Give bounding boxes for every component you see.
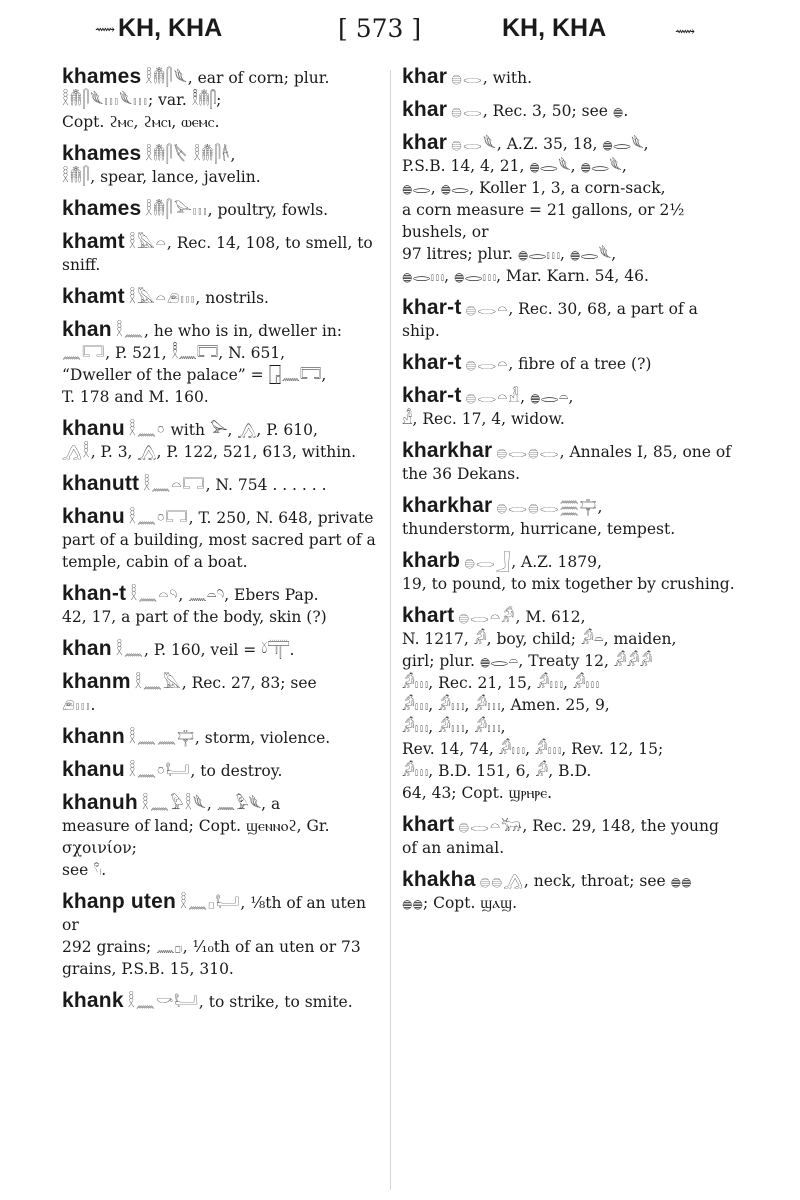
entry-definition: , he who is in, dweller in: <box>144 322 343 340</box>
entry-definition: , M. 612, <box>515 608 586 626</box>
entry-definition: , P. 3, 𓂻, P. 122, 521, 613, within. <box>90 443 357 461</box>
entry-headword: khakha <box>402 868 476 891</box>
entry-definition: “Dweller of the palace” = 𓉗𓈖𓉐, <box>62 366 327 384</box>
hieroglyph-group: 𓐍𓂋𓏏 <box>465 354 509 373</box>
dictionary-entry <box>402 297 736 342</box>
dictionary-entry <box>402 99 736 122</box>
entry-definition: 42, 17, a part of the body, skin (?) <box>62 608 327 626</box>
entry-headword: khar <box>402 131 448 154</box>
hieroglyph-group: 𓐍𓂋𓏏𓀔 <box>458 607 516 626</box>
hieroglyph-group: 𓎛𓈖𓏌 <box>128 420 166 439</box>
hieroglyph-group: 𓎛𓅓𓏏 <box>128 233 167 252</box>
entry-definition: , P. 160, veil = 𓍱𓋳. <box>144 641 295 659</box>
entry-first-line <box>62 506 378 529</box>
entry-continuation <box>402 760 736 782</box>
entry-first-line <box>402 869 736 892</box>
entry-headword: khanuh <box>62 791 138 814</box>
entry-definition: , Annales I, 85, one of the 36 Dekans. <box>402 443 731 483</box>
entry-definition: ; var. 𓎛𓄟𓋴; <box>147 91 222 109</box>
dictionary-entry <box>62 726 378 749</box>
hieroglyph-group: 𓐍𓐍𓂻 <box>479 871 524 890</box>
entry-headword: kharkhar <box>402 439 493 462</box>
entry-definition: 𓁐, Rec. 17, 4, widow. <box>402 410 565 428</box>
entry-first-line <box>62 891 378 936</box>
entry-definition: see 𓍢𓏺. <box>62 861 107 879</box>
entry-continuation <box>62 936 378 980</box>
dictionary-entry <box>62 583 378 628</box>
entry-headword: khanm <box>62 670 131 693</box>
dictionary-entry <box>62 506 378 573</box>
entry-continuation <box>402 694 736 716</box>
entry-definition: , Rec. 3, 50; see 𓐍. <box>482 102 629 120</box>
column-divider <box>390 70 391 1190</box>
entry-definition: , Rec. 14, 108, to smell, to sniff. <box>62 234 373 274</box>
entry-definition: , T. 250, N. 648, private <box>188 509 374 527</box>
entry-continuation <box>402 650 736 672</box>
dictionary-entry <box>402 132 736 287</box>
entry-definition: , to strike, to smite. <box>198 993 353 1011</box>
entry-first-line <box>62 792 378 815</box>
hieroglyph-group: 𓎛𓄟𓋴𓅪𓏥 <box>145 200 208 219</box>
entry-continuation <box>62 386 378 408</box>
entry-headword: khar <box>402 65 448 88</box>
entry-definition: , P. 521, 𓎛𓈖𓉐, N. 651, <box>105 344 286 362</box>
entry-continuation <box>402 716 736 738</box>
dictionary-entry <box>402 440 736 485</box>
entry-headword: khan <box>62 318 112 341</box>
entry-definition: , <box>230 146 236 164</box>
entry-first-line <box>62 66 378 89</box>
entry-headword: khanutt <box>62 472 140 495</box>
entry-first-line <box>62 286 378 309</box>
entry-continuation <box>62 859 378 881</box>
entry-headword: khart <box>402 813 455 836</box>
dictionary-entry <box>62 671 378 716</box>
entry-definition: thunderstorm, hurricane, tempest. <box>402 520 676 538</box>
entry-first-line <box>62 990 378 1013</box>
entry-first-line <box>62 726 378 749</box>
entry-definition: , nostrils. <box>195 289 269 307</box>
entry-definition: , neck, throat; see 𓐍𓐍 <box>523 872 692 890</box>
hieroglyph-group: 𓎛𓈖𓅓 <box>134 673 182 692</box>
entry-continuation <box>62 111 378 133</box>
entry-definition: , A.Z. 1879, <box>511 553 602 571</box>
hieroglyph-group: 𓎛𓈖𓈖𓊡 <box>128 728 195 747</box>
entry-continuation <box>62 694 378 716</box>
entry-headword: khart <box>402 604 455 627</box>
entry-continuation <box>402 265 736 287</box>
hieroglyph-group: 𓈖𓉐 <box>62 343 106 362</box>
entry-first-line <box>402 66 736 89</box>
entry-continuation <box>62 166 378 188</box>
entry-first-line <box>402 352 736 375</box>
entry-headword: khamt <box>62 285 125 308</box>
entry-continuation <box>62 529 378 573</box>
entry-definition: , Rec. 30, 68, a part of a ship. <box>402 300 698 340</box>
entry-continuation <box>402 672 736 694</box>
hieroglyph-group: 𓎛𓈖𓏏𓉐 <box>143 475 206 494</box>
dictionary-entry <box>62 891 378 980</box>
dictionary-entry <box>402 550 736 595</box>
entry-definition: part of a building, most sacred part of a temple, cabin of a boat. <box>62 531 376 571</box>
entry-headword: khanu <box>62 758 125 781</box>
entry-definition: , ear of corn; plur. <box>187 69 330 87</box>
running-head-left: KH, KHA <box>118 14 223 42</box>
entry-first-line <box>402 385 736 408</box>
hieroglyph-group: 𓐍𓂋𓏏 <box>465 299 509 318</box>
entry-first-line <box>402 99 736 122</box>
entry-first-line <box>62 583 378 606</box>
hieroglyph-group: 𓐍𓂋𓏏𓁐 <box>465 387 521 406</box>
hieroglyph-group: 𓎛𓄟𓋴𓆰𓏥𓆰𓏥 <box>62 90 148 109</box>
dictionary-entry <box>402 605 736 804</box>
entry-headword: khan <box>62 637 112 660</box>
entry-first-line <box>62 671 378 694</box>
entry-first-line <box>62 143 378 166</box>
dictionary-entry <box>62 792 378 881</box>
dictionary-entry <box>62 473 378 496</box>
left-column <box>62 66 378 1023</box>
entry-continuation <box>62 342 378 364</box>
entry-headword: khank <box>62 989 124 1012</box>
entry-definition: 𓀔𓏥, 𓀔𓏥, 𓀔𓏥, Amen. 25, 9, <box>402 696 610 714</box>
dictionary-entry <box>402 66 736 89</box>
entry-definition: , poultry, fowls. <box>207 201 329 219</box>
entry-definition: 19, to pound, to mix together by crushing. <box>402 575 735 593</box>
entry-headword: kharb <box>402 549 461 572</box>
entry-definition: 292 grains; 𓈖𓊪𓏺, ¹⁄₁₀th of an uten or 73 grains, P.S.B. 15, 310. <box>62 938 361 978</box>
entry-definition: , N. 754 . . . . . . <box>205 476 327 494</box>
dictionary-entry <box>402 495 736 540</box>
entry-headword: khann <box>62 725 125 748</box>
entry-definition: , <box>597 498 603 516</box>
hieroglyph-group: 𓎛𓈖 <box>115 321 144 340</box>
dictionary-entry <box>62 66 378 133</box>
dictionary-entry <box>402 814 736 859</box>
dictionary-entry <box>402 385 736 430</box>
entry-definition: , 𓈖𓅱𓆰, a <box>206 795 281 813</box>
entry-definition: 𓐍𓂋𓏥, 𓐍𓂋𓏥, Mar. Karn. 54, 46. <box>402 267 649 285</box>
hieroglyph-group: 𓎛𓈖𓊪𓂡 <box>180 893 241 912</box>
entry-definition: , with. <box>482 69 533 87</box>
hieroglyph-group: 𓎛𓄟𓋴𓆰 <box>145 68 188 87</box>
entry-first-line <box>402 605 736 628</box>
entry-definition: Copt. ϩⲙⲥ, ϩⲙⲥⲓ, ⲱⲉⲙⲥ. <box>62 113 220 131</box>
entry-definition: with 𓅪, 𓂻, P. 610, <box>165 421 318 439</box>
entry-definition: measure of land; Copt. ϣⲉⲛⲛⲟϩ, Gr. σχοινίον; <box>62 817 330 857</box>
entry-definition: 𓀔𓏥, B.D. 151, 6, 𓀔, B.D. <box>402 762 592 780</box>
entry-continuation <box>402 782 736 804</box>
entry-definition: , Rec. 27, 83; see <box>181 674 317 692</box>
entry-continuation <box>62 815 378 859</box>
entry-headword: kharkhar <box>402 494 493 517</box>
entry-headword: khar <box>402 98 448 121</box>
dictionary-entry <box>62 198 378 221</box>
entry-headword: khanp uten <box>62 890 177 913</box>
dictionary-entry <box>62 319 378 408</box>
entry-continuation <box>62 606 378 628</box>
entry-definition: , A.Z. 35, 18, 𓐍𓂋𓆰, <box>496 135 649 153</box>
entry-first-line <box>402 550 736 573</box>
entry-headword: khamt <box>62 230 125 253</box>
entry-headword: khames <box>62 142 142 165</box>
dictionary-entry <box>62 143 378 188</box>
entry-definition: , Rec. 29, 148, the young of an animal. <box>402 817 719 857</box>
hieroglyph-group: 𓎛𓈖𓏏𓄹 <box>130 585 179 604</box>
hieroglyph-group: 𓐍𓂋𓆰 <box>451 134 497 153</box>
entry-definition: , ⅛th of an uten or <box>62 894 366 934</box>
entry-continuation <box>402 243 736 265</box>
entry-definition: , 𓐍𓂋𓏏, <box>520 388 574 406</box>
dictionary-entry <box>62 231 378 276</box>
entry-definition: P.S.B. 14, 4, 21, 𓐍𓂋𓆰, 𓐍𓂋𓆰, <box>402 157 627 175</box>
entry-definition: T. 178 and M. 160. <box>62 388 209 406</box>
page-header <box>0 10 800 50</box>
entry-first-line <box>62 759 378 782</box>
hieroglyph-group: 𓐍𓂋 <box>451 101 483 120</box>
entry-definition: 97 litres; plur. 𓐍𓂋𓏥, 𓐍𓂋𓆰, <box>402 245 617 263</box>
hieroglyph-group: 𓐍𓂋𓏏𓃒 <box>458 816 523 835</box>
hieroglyph-group: 𓐍𓂋𓃀 <box>464 552 512 571</box>
entry-continuation <box>402 408 736 430</box>
entry-first-line <box>402 132 736 155</box>
entry-first-line <box>62 198 378 221</box>
dictionary-entry <box>402 352 736 375</box>
entry-headword: khar-t <box>402 296 462 319</box>
dictionary-entry <box>62 286 378 309</box>
hieroglyph-group: 𓂻𓎛 <box>62 442 91 461</box>
hieroglyph-group: 𓎛𓈖𓏌𓂡 <box>128 761 191 780</box>
entry-definition: 𓀔𓏥, Rec. 21, 15, 𓀔𓏥, 𓀔𓏥 <box>402 674 600 692</box>
dictionary-entry <box>62 990 378 1013</box>
entry-headword: khanu <box>62 417 125 440</box>
hieroglyph-group: 𓎛𓄟𓋴 <box>62 167 91 186</box>
entry-first-line <box>402 495 736 518</box>
entry-headword: khar-t <box>402 351 462 374</box>
entry-definition: 𓐍𓂋, 𓐍𓂋, Koller 1, 3, a corn-sack, <box>402 179 666 197</box>
entry-first-line <box>402 297 736 342</box>
entry-definition: , to destroy. <box>190 762 283 780</box>
entry-headword: khanu <box>62 505 125 528</box>
entry-definition: , storm, violence. <box>194 729 331 747</box>
entry-headword: khar-t <box>402 384 462 407</box>
hieroglyph-group: 𓂉𓏥 <box>62 695 91 714</box>
entry-continuation <box>402 518 736 540</box>
entry-headword: khames <box>62 197 142 220</box>
entry-continuation <box>402 628 736 650</box>
entry-first-line <box>62 473 378 496</box>
running-head-right: KH, KHA <box>502 14 607 42</box>
entry-continuation <box>62 89 378 111</box>
dictionary-entry <box>62 638 378 661</box>
dictionary-entry <box>62 759 378 782</box>
entry-continuation <box>62 364 378 386</box>
entry-definition: , 𓈖𓏏𓄹, Ebers Pap. <box>178 586 319 604</box>
header-arrow-right-icon: ⟿ <box>675 24 696 40</box>
entry-definition: Rev. 14, 74, 𓀔𓏥, 𓀔𓏥, Rev. 12, 15; <box>402 740 664 758</box>
entry-definition: , spear, lance, javelin. <box>90 168 261 186</box>
entry-first-line <box>62 319 378 342</box>
entry-definition: N. 1217, 𓀔, boy, child; 𓀔𓏏, maiden, <box>402 630 677 648</box>
entry-continuation <box>402 892 736 914</box>
entry-headword: khan-t <box>62 582 127 605</box>
hieroglyph-group: 𓎛𓈖𓅱𓎛𓆰 <box>141 794 207 813</box>
entry-definition: . <box>90 696 96 714</box>
entry-first-line <box>402 440 736 485</box>
entry-continuation <box>402 199 736 243</box>
entry-definition: girl; plur. 𓐍𓂋𓏏, Treaty 12, 𓀔𓀔𓀔 <box>402 652 653 670</box>
entry-continuation <box>402 155 736 177</box>
dictionary-entry <box>402 869 736 914</box>
hieroglyph-group: 𓎛𓈖𓎡𓂡 <box>127 992 199 1011</box>
page-number: [ 573 ] <box>338 14 422 43</box>
entry-continuation <box>402 177 736 199</box>
entry-definition: 𓀔𓏥, 𓀔𓏥, 𓀔𓏥, <box>402 718 506 736</box>
entry-definition: , fibre of a tree (?) <box>508 355 652 373</box>
entry-continuation <box>402 738 736 760</box>
entry-first-line <box>62 418 378 441</box>
hieroglyph-group: 𓎛𓄟𓋴𓌸 𓎛𓄟𓋴𓌹 <box>145 145 231 164</box>
entry-headword: khames <box>62 65 142 88</box>
hieroglyph-group: 𓎛𓈖𓏌𓉐 <box>128 508 189 527</box>
entry-definition: a corn measure = 21 gallons, or 2½ bushels, or <box>402 201 685 241</box>
hieroglyph-group: 𓐍𓂋𓐍𓂋𓈗𓊡 <box>496 497 598 516</box>
hieroglyph-group: 𓐍𓂋 <box>451 68 483 87</box>
entry-continuation <box>62 441 378 463</box>
header-arrow-left-icon: ⟿ <box>95 22 116 38</box>
hieroglyph-group: 𓎛𓈖 <box>115 640 144 659</box>
right-column <box>402 66 736 924</box>
entry-definition: 𓐍𓐍; Copt. ϣⲁϣ. <box>402 894 518 912</box>
dictionary-entry <box>62 418 378 463</box>
entry-first-line <box>402 814 736 859</box>
hieroglyph-group: 𓐍𓂋𓐍𓂋 <box>496 442 560 461</box>
entry-continuation <box>402 573 736 595</box>
entry-first-line <box>62 231 378 276</box>
entry-definition: 64, 43; Copt. ϣⲣⲏⲣⲉ. <box>402 784 553 802</box>
hieroglyph-group: 𓎛𓅓𓏏𓂉𓏥 <box>128 288 196 307</box>
entry-first-line <box>62 638 378 661</box>
